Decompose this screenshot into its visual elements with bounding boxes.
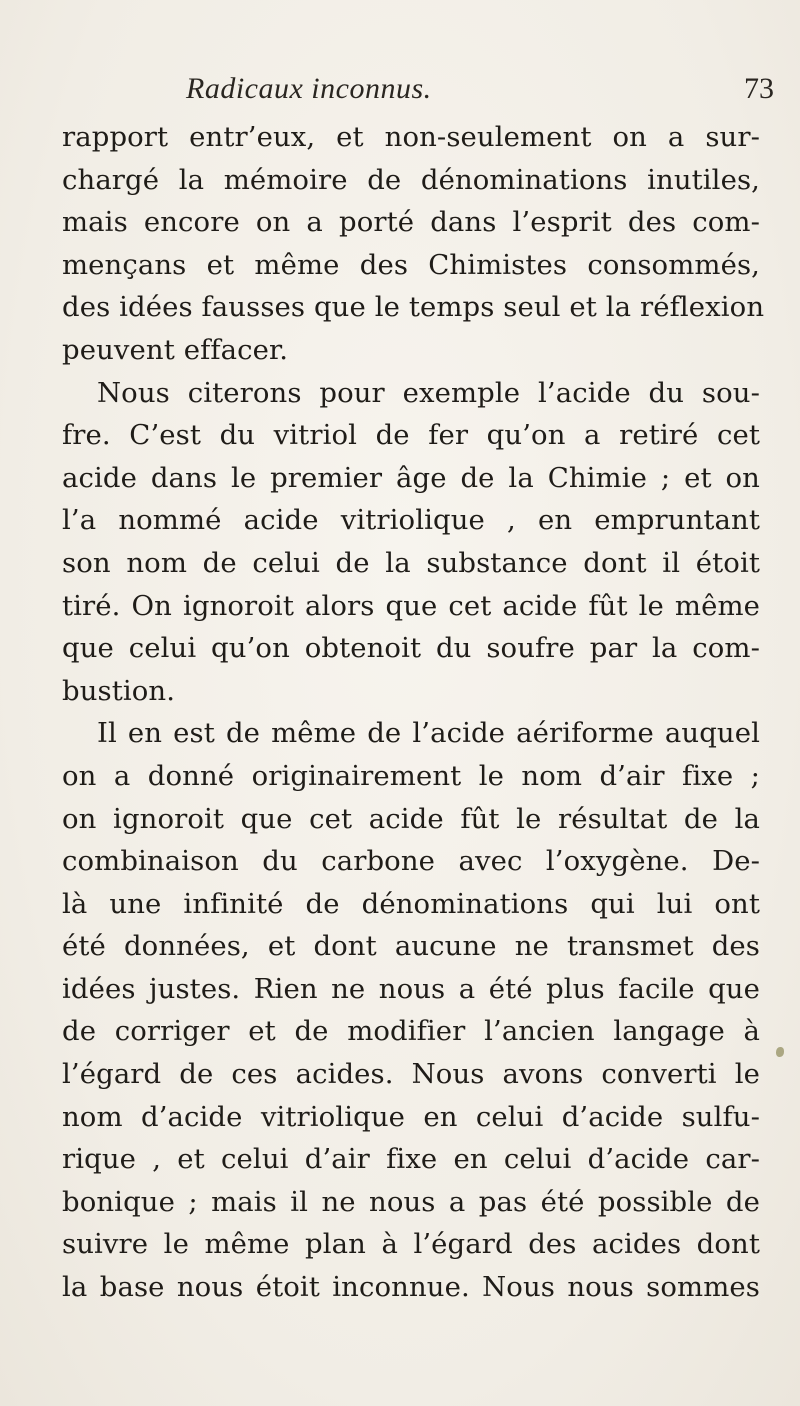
- body-text: [62, 116, 765, 1309]
- text-line: des idées fausses que le temps seul et la réflexion: [62, 291, 765, 324]
- text-line: bonique ; mais il ne nous a pas été possible de: [62, 1185, 760, 1218]
- text-line: chargé la mémoire de dénominations inutiles,: [62, 163, 760, 196]
- text-line: mais encore on a porté dans l’esprit des com-: [62, 206, 760, 239]
- text-line: Il en est de même de l’acide aériforme auquel: [97, 717, 760, 750]
- text-line: combinaison du carbone avec l’oxygène. De-: [62, 845, 760, 878]
- running-title: Radicaux inconnus.: [186, 72, 432, 105]
- text-line: son nom de celui de la substance dont il étoit: [62, 546, 760, 579]
- page-number: 73: [744, 72, 774, 105]
- text-line: on a donné originairement le nom d’air fixe ;: [62, 759, 760, 792]
- text-line: bustion.: [62, 674, 176, 707]
- text-line: nom d’acide vitriolique en celui d’acide sulfu-: [62, 1100, 760, 1133]
- text-line: rapport entr’eux, et non-seulement on a sur-: [62, 121, 760, 153]
- text-line: la base nous étoit inconnue. Nous nous sommes: [62, 1271, 760, 1304]
- text-line: on ignoroit que cet acide fût le résultat de la: [62, 802, 760, 835]
- running-head: [0, 72, 800, 112]
- text-line: tiré. On ignoroit alors que cet acide fût le même: [62, 589, 760, 622]
- text-line: mençans et même des Chimistes consommés,: [62, 248, 760, 281]
- text-line: suivre le même plan à l’égard des acides dont: [62, 1228, 760, 1261]
- text-line: l’a nommé acide vitriolique , en empruntant: [62, 504, 760, 537]
- text-line: idées justes. Rien ne nous a été plus facile que: [62, 972, 760, 1005]
- text-line: de corriger et de modifier l’ancien langage à: [62, 1015, 760, 1048]
- text-line: fre. C’est du vitriol de fer qu’on a retiré cet: [62, 419, 760, 452]
- text-line: que celui qu’on obtenoit du soufre par la com-: [62, 632, 760, 665]
- text-line: l’égard de ces acides. Nous avons converti le: [62, 1058, 760, 1091]
- text-line: là une infinité de dénominations qui lui ont: [62, 887, 760, 920]
- text-line: rique , et celui d’air fixe en celui d’acide car-: [62, 1143, 760, 1176]
- text-line: peuvent effacer.: [62, 333, 289, 366]
- ink-stain: [776, 1047, 784, 1057]
- text-line: été données, et dont aucune ne transmet des: [62, 930, 760, 963]
- text-line: acide dans le premier âge de la Chimie ; et on: [62, 461, 760, 494]
- text-line: Nous citerons pour exemple l’acide du sou-: [97, 376, 760, 409]
